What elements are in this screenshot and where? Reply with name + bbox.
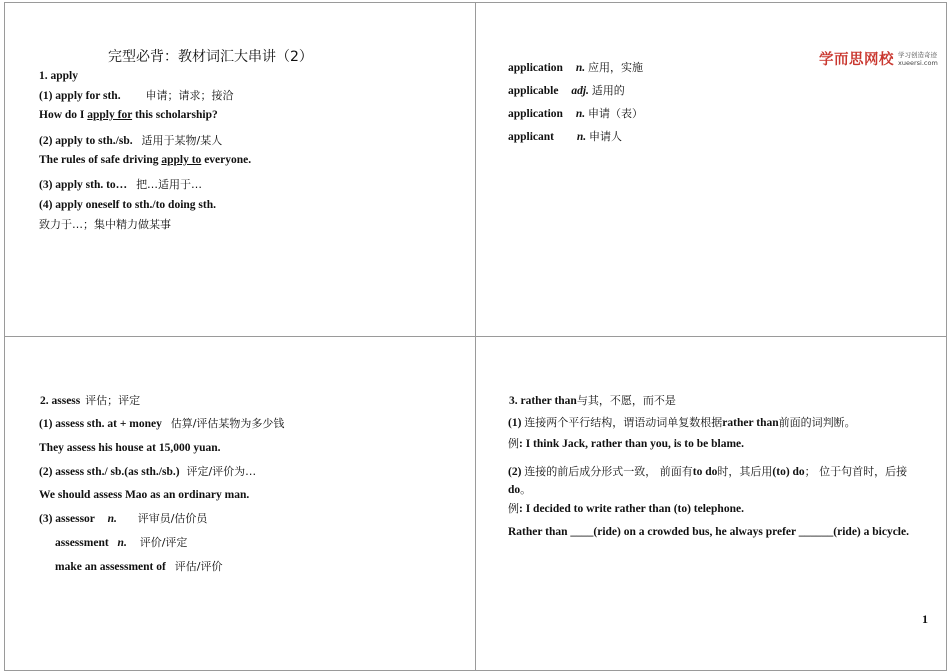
- word: applicant: [508, 131, 555, 143]
- meaning: 应用，实施: [588, 61, 643, 74]
- entry-heading: 1. apply: [39, 70, 78, 82]
- page-number: 1: [922, 612, 928, 626]
- logo-site: xueersi.com: [898, 58, 938, 67]
- usage-line-2: [39, 465, 256, 479]
- rule-en: (to) do: [772, 466, 805, 478]
- slide-3: [0, 336, 475, 672]
- rule-cn: ； 位于句首时，后接: [804, 465, 908, 478]
- usage-cn: 评定/评价为…: [186, 465, 257, 478]
- example-sentence-2: We should assess Mao as an ordinary man.: [39, 489, 250, 501]
- rule-cn: 时，其后用: [717, 465, 773, 478]
- word-row-4: [508, 130, 622, 144]
- example-label: 例: [508, 502, 519, 515]
- word-row-2: [508, 84, 625, 98]
- usage-cn: 评估/评价: [174, 560, 223, 573]
- usage-cn: 估算/评估某物为多少钱: [170, 417, 285, 430]
- brand-logo: [819, 48, 938, 69]
- word-row-3: [508, 107, 643, 121]
- usage-line-4-cn: [39, 218, 171, 232]
- example-sentence-1: [39, 108, 218, 122]
- heading-en: 3. rather than: [509, 395, 577, 407]
- part-of-speech: n.: [576, 131, 587, 143]
- heading-cn: 评估；评定: [85, 394, 141, 407]
- example-sentence-2: [39, 153, 251, 167]
- part-of-speech: n.: [575, 62, 586, 74]
- logo-name: 学而思网校: [819, 52, 894, 68]
- usage-cn: 评价/评定: [139, 536, 188, 549]
- example-text: How do I: [39, 109, 88, 121]
- slide-4: [475, 336, 950, 672]
- usage-en: make an assessment of: [55, 561, 166, 573]
- example-text: : I decided to write rather than (to) telephone.: [519, 503, 744, 515]
- part-of-speech: n.: [107, 513, 117, 525]
- rule-en: to do: [692, 466, 718, 478]
- word: application: [508, 108, 563, 120]
- usage-line-1: [39, 417, 284, 431]
- usage-en: (2) apply to sth./sb.: [39, 135, 133, 147]
- example-2: [508, 502, 744, 516]
- meaning: 适用的: [591, 84, 625, 97]
- slide-title: 完型必背：教材词汇大串讲（2）: [108, 49, 313, 65]
- usage-cn: 把…适用于…: [136, 178, 203, 191]
- usage-cn: 适用于某物/某人: [141, 134, 223, 147]
- example-text: The rules of safe driving: [39, 154, 162, 166]
- usage-cn: 评审员/估价员: [137, 512, 208, 525]
- rule-num: (1): [508, 417, 525, 429]
- usage-line-4: (4) apply oneself to sth./to doing sth.: [39, 199, 216, 211]
- usage-line-1: [39, 89, 233, 103]
- usage-line-3: [39, 178, 202, 192]
- part-of-speech: n.: [117, 537, 127, 549]
- part-of-speech: adj.: [571, 85, 589, 97]
- usage-en: (1) apply for sth.: [39, 90, 121, 102]
- usage-en: (1) assess sth. at + money: [39, 418, 162, 430]
- usage-en: (2) assess sth./ sb.(as sth./sb.): [39, 466, 180, 478]
- usage-en: (3) apply sth. to…: [39, 179, 128, 191]
- entry-heading: [40, 394, 140, 408]
- example-text: : I think Jack, rather than you, is to be blame.: [519, 438, 745, 450]
- rule-en: rather than: [722, 417, 779, 429]
- usage-cn: 致力于…；集中精力做某事: [39, 218, 171, 231]
- usage-cn: 申请；请求；接洽: [145, 89, 234, 102]
- part-of-speech: n.: [575, 108, 586, 120]
- logo-small-text: [898, 51, 938, 67]
- example-text: everyone.: [201, 154, 252, 166]
- rule-cn: 前面的词判断。: [778, 416, 856, 429]
- rule-num: (2): [508, 466, 525, 478]
- heading-en: 2. assess: [40, 395, 81, 407]
- exercise-sentence: Rather than ____(ride) on a crowded bus, he always prefer ______(ride) a bicycle.: [508, 526, 909, 538]
- rule-cn: 连接的前后成分形式一致， 前面有: [524, 465, 693, 478]
- usage-line-2: [39, 134, 222, 148]
- logo-tagline: 学习创造奇迹: [898, 50, 937, 59]
- slide-2: [475, 0, 950, 336]
- usage-line-3: [39, 512, 207, 526]
- usage-en: (3) assessor: [39, 513, 95, 525]
- example-sentence-1: They assess his house at 15,000 yuan.: [39, 442, 221, 454]
- word-row-1: [508, 61, 643, 75]
- meaning: 申请（表）: [588, 107, 643, 120]
- heading-cn: 与其，不愿，而不是: [576, 394, 676, 407]
- word: application: [508, 62, 563, 74]
- usage-line-4: [55, 536, 187, 550]
- slide-1: [0, 0, 475, 336]
- underlined-phrase: apply to: [161, 154, 202, 166]
- rule-cn: 连接两个平行结构，谓语动词单复数根据: [524, 416, 723, 429]
- rule-cn: 。: [520, 483, 532, 496]
- rule-1: [508, 416, 856, 430]
- underlined-phrase: apply for: [87, 109, 133, 121]
- word: applicable: [508, 85, 559, 97]
- rule-en: do: [508, 484, 521, 496]
- usage-en: assessment: [55, 537, 109, 549]
- entry-heading: [509, 394, 676, 408]
- usage-line-5: [55, 560, 222, 574]
- meaning: 申请人: [589, 130, 623, 143]
- example-text: this scholarship?: [132, 109, 218, 121]
- example-1: [508, 437, 744, 451]
- example-label: 例: [508, 437, 519, 450]
- rule-2: [508, 463, 923, 499]
